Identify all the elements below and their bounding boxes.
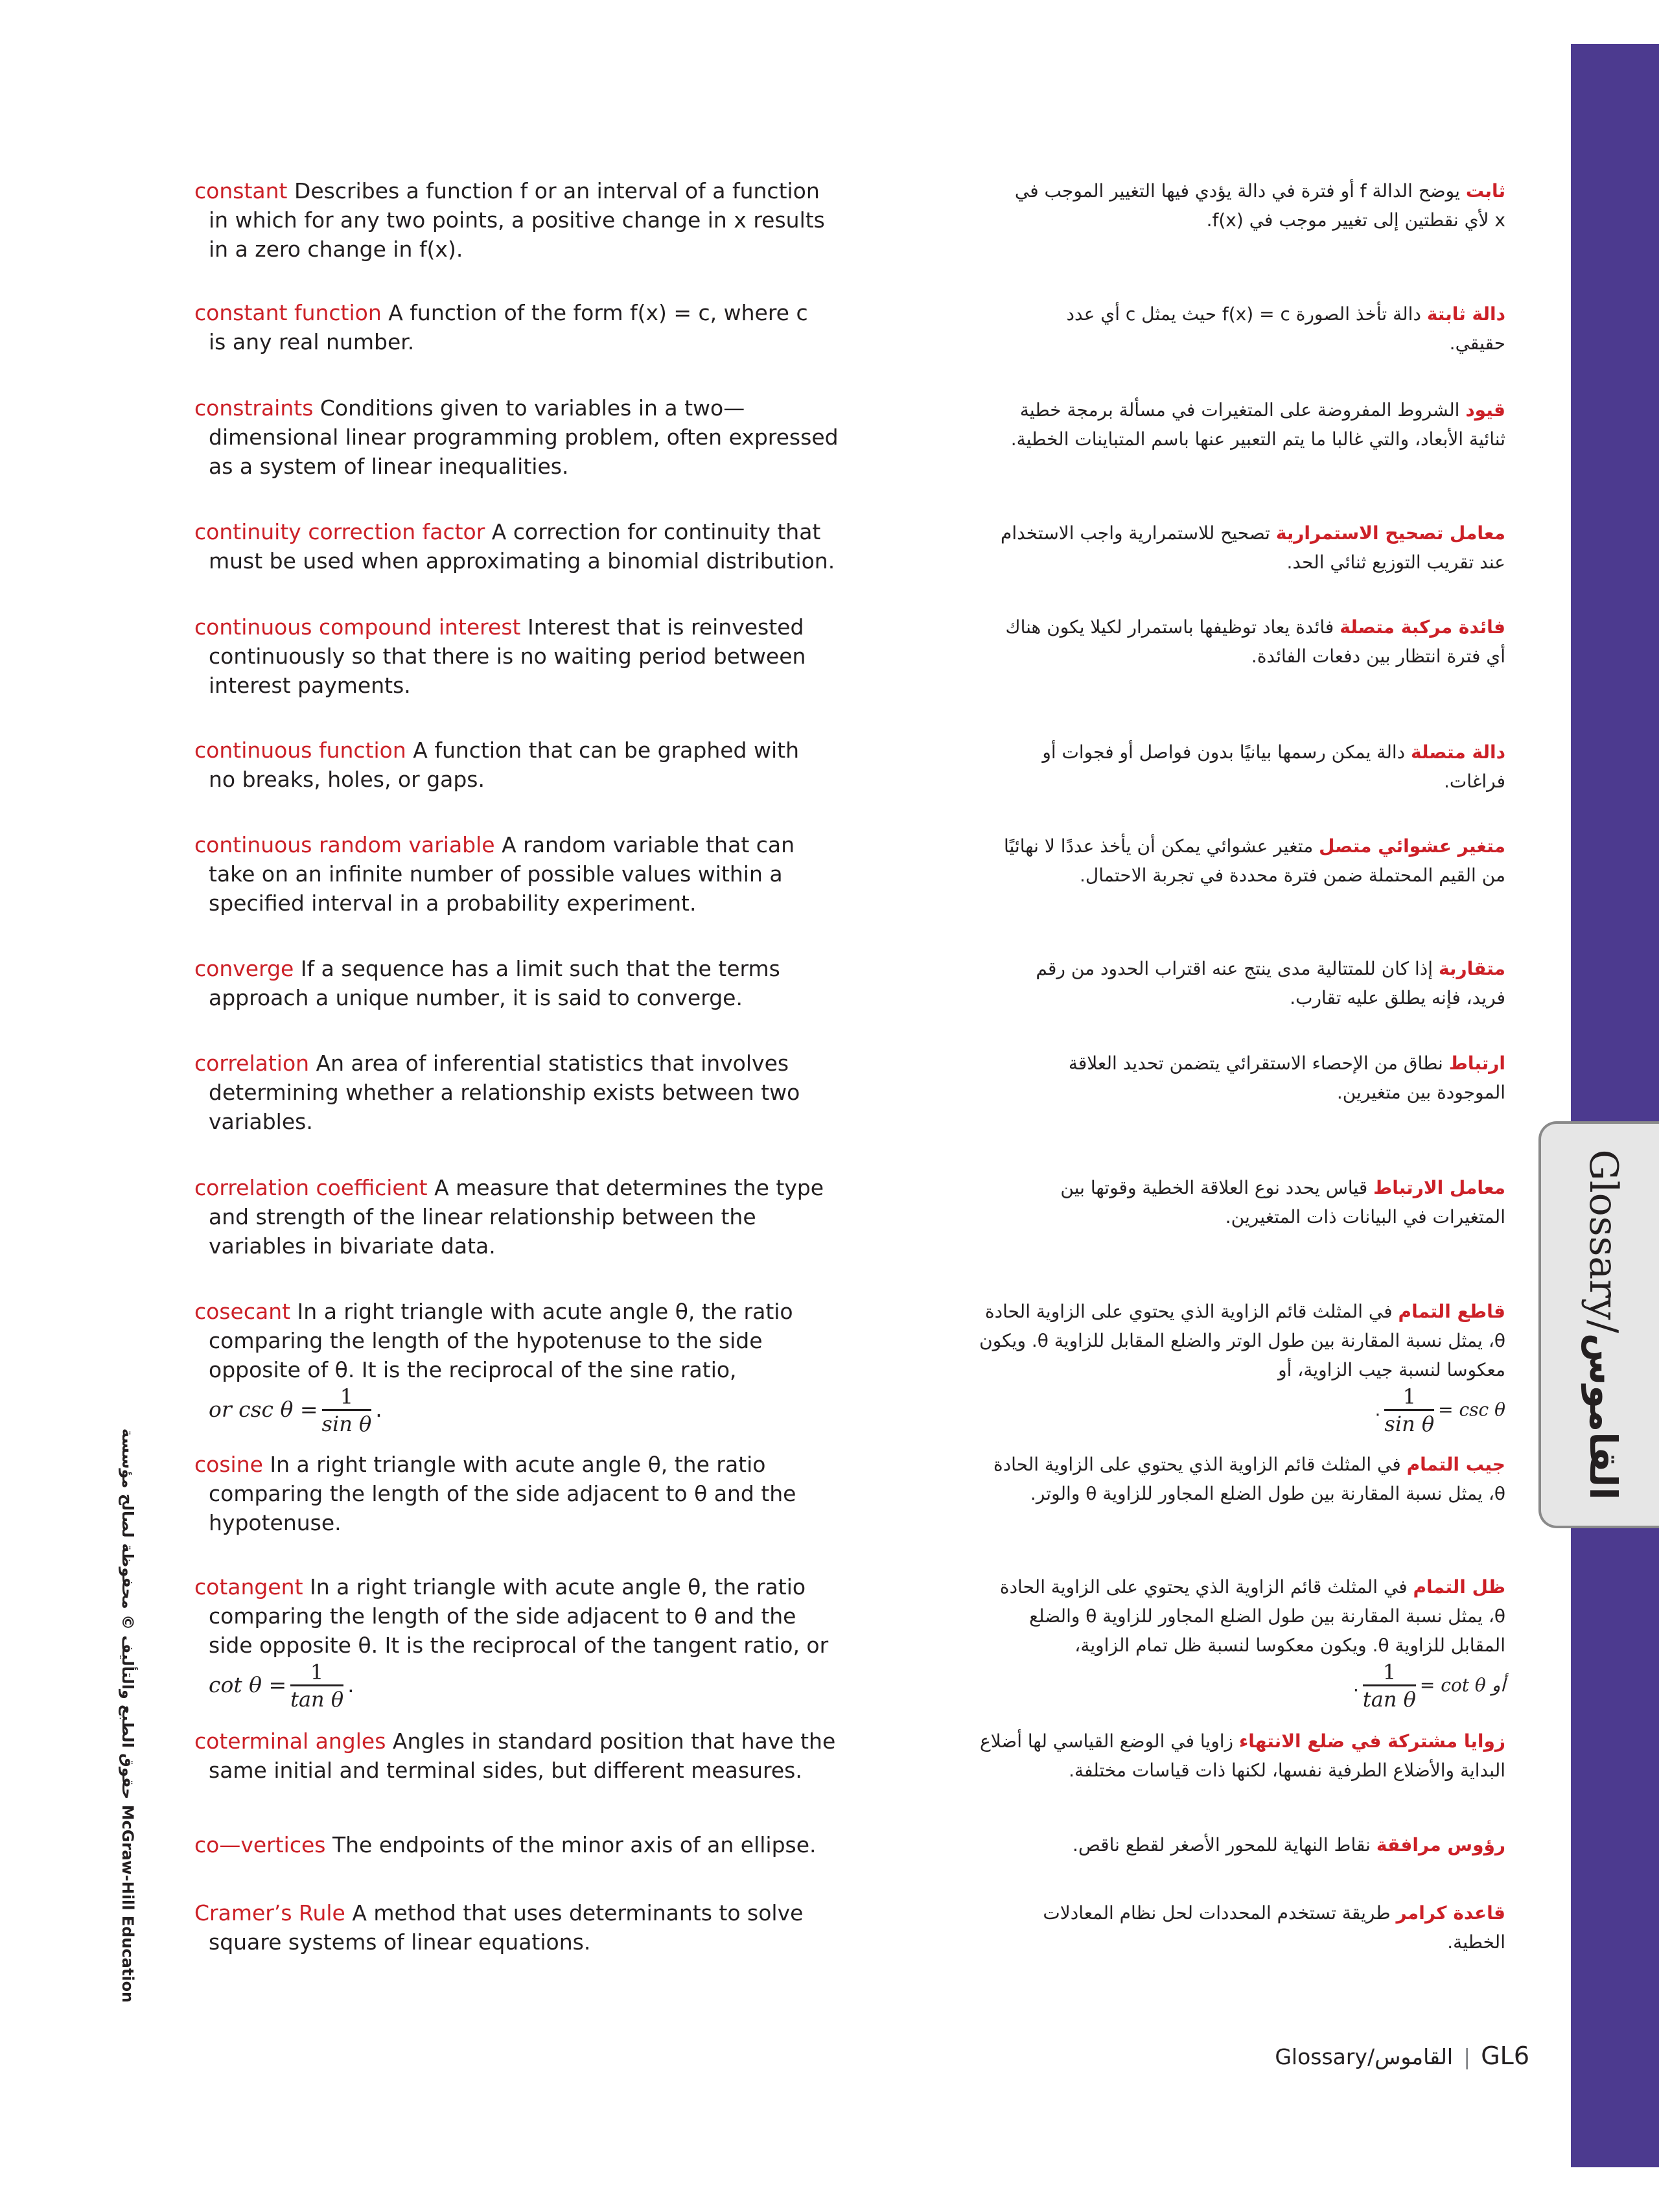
formula-line-ar xyxy=(890,1660,1505,1719)
definition-text: If a sequence has a limit such that the terms xyxy=(294,956,780,981)
glossary-term: correlation xyxy=(194,1051,310,1076)
entry-line-ar xyxy=(890,1479,1505,1508)
entry-line xyxy=(194,1049,855,1078)
definition-text-ar: يوضح الدالة f أو فترة في دالة يؤدي فيها التغيير الموجب في xyxy=(1014,180,1460,202)
glossary-entry-en xyxy=(194,830,855,918)
entry-line-ar xyxy=(890,954,1505,983)
definition-text-ar: نطاق من الإحصاء الاستقرائي يتضمن تحديد العلاقة xyxy=(1068,1053,1443,1074)
glossary-term-ar: قيود xyxy=(1465,399,1505,421)
definition-text-ar: عند تقريب التوزيع ثنائي الحد. xyxy=(1286,552,1505,573)
definition-text-ar: في المثلث قائم الزاوية الذي يحتوي على الزاوية الحادة xyxy=(999,1576,1408,1598)
fraction-denominator: tan θ xyxy=(1362,1687,1416,1712)
entry-line-ar xyxy=(890,1326,1505,1355)
glossary-term: cosine xyxy=(194,1452,263,1477)
glossary-entry-ar xyxy=(890,832,1505,890)
fraction xyxy=(1384,1384,1434,1437)
glossary-term: continuity correction factor xyxy=(194,519,485,544)
definition-text: comparing the length of the side adjacent to θ and the xyxy=(209,1603,796,1629)
entry-line xyxy=(194,1898,855,1927)
entry-line xyxy=(194,1297,855,1326)
definition-text: In a right triangle with acute angle θ, the ratio xyxy=(303,1574,806,1600)
definition-text-ar: x لأي نقطتين إلى تغيير موجب في f(x). xyxy=(1206,209,1505,231)
entry-line-ar xyxy=(890,1173,1505,1202)
definition-text-ar: في المثلث قائم الزاوية الذي يحتوي على الزاوية الحادة xyxy=(993,1454,1401,1475)
entry-line-ar xyxy=(890,1601,1505,1631)
glossary-term: cotangent xyxy=(194,1574,303,1600)
glossary-entry-en xyxy=(194,1049,855,1136)
definition-text: side opposite θ. It is the reciprocal of the tangent ratio, or xyxy=(209,1633,829,1658)
glossary-term-ar: ثابت xyxy=(1465,180,1505,202)
definition-text: approach a unique number, it is said to converge. xyxy=(209,985,743,1010)
entry-line xyxy=(194,327,855,356)
footer-label: Glossary/القاموس xyxy=(1275,2044,1454,2069)
definition-text-ar: دالة يمكن رسمها بيانيًا بدون فواصل أو فجوات أو xyxy=(1042,741,1406,763)
definition-text: In a right triangle with acute angle θ, the ratio xyxy=(262,1452,766,1477)
glossary-term: Cramer’s Rule xyxy=(194,1900,345,1926)
entry-line-ar xyxy=(890,1049,1505,1078)
glossary-term-ar: رؤوس مرافقة xyxy=(1376,1834,1505,1856)
entry-line-ar xyxy=(890,1756,1505,1785)
formula-suffix: . xyxy=(1352,1674,1359,1696)
formula-prefix: csc θ = xyxy=(1438,1399,1505,1421)
definition-text: A function of the form f(x) = c, where c xyxy=(381,300,808,325)
entry-line-ar xyxy=(890,738,1505,767)
definition-text-ar: طريقة تستخدم المحددات لحل نظام المعادلات xyxy=(1043,1902,1391,1924)
glossary-term-ar: دالة ثابتة xyxy=(1426,303,1505,325)
entry-line xyxy=(194,235,855,264)
definition-text-ar: البداية والأضلاع الطرفية نفسها، لكنها ذات قياسات مختلفة. xyxy=(1069,1760,1505,1781)
formula-prefix: أو cot θ = xyxy=(1419,1674,1505,1696)
entry-line xyxy=(194,736,855,765)
glossary-term-ar: جيب التمام xyxy=(1406,1454,1505,1475)
glossary-entry-en xyxy=(194,176,855,264)
entry-line-ar xyxy=(890,425,1505,454)
definition-text-ar: فراغات. xyxy=(1443,771,1505,792)
definition-text: specified interval in a probability experiment. xyxy=(209,891,697,916)
fraction-numerator: 1 xyxy=(290,1660,343,1686)
glossary-entry-ar xyxy=(890,1727,1505,1785)
definition-text: variables. xyxy=(209,1109,313,1134)
formula-line-ar xyxy=(890,1384,1505,1444)
definition-text: A correction for continuity that xyxy=(485,519,821,544)
definition-text: An area of inferential statistics that involves xyxy=(309,1051,789,1076)
entry-line-ar xyxy=(890,176,1505,205)
entry-line-ar xyxy=(890,548,1505,577)
definition-text-ar: المتغيرات في البيانات ذات المتغيرين. xyxy=(1225,1206,1505,1228)
glossary-entry-en xyxy=(194,1572,855,1712)
entry-line xyxy=(194,1927,855,1957)
glossary-entry-en xyxy=(194,954,855,1012)
glossary-term-ar: معامل تصحيح الاستمرارية xyxy=(1275,522,1505,544)
glossary-term: converge xyxy=(194,956,294,981)
copyright-notice xyxy=(119,1428,137,2003)
definition-text: A random variable that can xyxy=(494,832,795,857)
glossary-term-ar: فائدة مركبة متصلة xyxy=(1340,616,1505,638)
glossary-term-ar: دالة متصلة xyxy=(1411,741,1505,763)
glossary-term-ar: زوايا مشتركة في ضلع الانتهاء xyxy=(1238,1730,1505,1752)
page-number: GL6 xyxy=(1481,2042,1529,2070)
publisher-name: McGraw-Hill Education xyxy=(119,1804,137,2003)
glossary-entry-ar xyxy=(890,1297,1505,1444)
entry-line xyxy=(194,1450,855,1479)
definition-text-ar: المقابل للزاوية θ. ويكون معكوسا لنسبة ظل تمام الزاوية، xyxy=(1074,1635,1505,1656)
entry-line xyxy=(194,546,855,576)
side-color-bar xyxy=(1571,44,1659,2167)
glossary-entry-en xyxy=(194,517,855,576)
definition-text: A measure that determines the type xyxy=(427,1175,824,1200)
entry-line xyxy=(194,1107,855,1136)
definition-text: same initial and terminal sides, but different measures. xyxy=(209,1758,802,1783)
definition-text-ar: حقيقي. xyxy=(1449,332,1505,354)
entry-line xyxy=(194,954,855,983)
definition-text-ar: إذا كان للمتتالية مدى ينتج عنه اقتراب الحدود من رقم xyxy=(1036,958,1433,979)
entry-line xyxy=(194,1202,855,1231)
definition-text: in which for any two points, a positive change in x results xyxy=(209,207,825,233)
fraction xyxy=(290,1660,343,1712)
entry-line xyxy=(194,612,855,642)
glossary-entry-en xyxy=(194,736,855,794)
glossary-term: cosecant xyxy=(194,1299,291,1324)
definition-text: variables in bivariate data. xyxy=(209,1233,496,1259)
entry-line xyxy=(194,1830,855,1859)
entry-line xyxy=(194,765,855,794)
entry-line xyxy=(194,1631,855,1660)
glossary-term: coterminal angles xyxy=(194,1729,386,1754)
definition-text-ar: متغير عشوائي يمكن أن يأخذ عددًا لا نهائيًا xyxy=(1003,835,1314,857)
fraction xyxy=(322,1384,372,1437)
definition-text: interest payments. xyxy=(209,673,411,698)
glossary-entry-ar xyxy=(890,954,1505,1012)
entry-line xyxy=(194,642,855,671)
glossary-entry-ar xyxy=(890,176,1505,235)
fraction xyxy=(1363,1660,1416,1712)
definition-text: A function that can be graphed with xyxy=(406,738,799,763)
glossary-term: continuous compound interest xyxy=(194,614,521,640)
entry-line-ar xyxy=(890,1202,1505,1231)
entry-line xyxy=(194,1355,855,1384)
entry-line xyxy=(194,517,855,546)
definition-text: The endpoints of the minor axis of an ellipse. xyxy=(325,1832,817,1857)
glossary-term: constraints xyxy=(194,395,314,421)
glossary-term: continuous function xyxy=(194,738,406,763)
entry-line xyxy=(194,205,855,235)
entry-line-ar xyxy=(890,1927,1505,1957)
definition-text-ar: دالة تأخذ الصورة f(x) = c حيث يمثل c أي عدد xyxy=(1066,303,1421,325)
glossary-entry-ar xyxy=(890,299,1505,358)
entry-line-ar xyxy=(890,861,1505,890)
entry-line-ar xyxy=(890,832,1505,861)
glossary-entry-ar xyxy=(890,518,1505,577)
entry-line xyxy=(194,859,855,889)
entry-line xyxy=(194,671,855,700)
glossary-term-ar: قاعدة كرامر xyxy=(1396,1902,1505,1924)
definition-text-ar: θ، يمثل نسبة المقارنة بين طول الوتر والضلع المقابل للزاوية θ. ويكون xyxy=(979,1330,1505,1351)
entry-line xyxy=(194,1231,855,1261)
entry-line xyxy=(194,298,855,327)
formula-line xyxy=(194,1660,855,1712)
entry-line-ar xyxy=(890,1727,1505,1756)
glossary-tab-label[interactable]: Glossary/القاموس xyxy=(1581,1149,1626,1500)
definition-text-ar: θ، يمثل نسبة المقارنة بين طول الضلع المجاور للزاوية θ والضلع xyxy=(1029,1605,1505,1627)
glossary-entry-en xyxy=(194,1898,855,1957)
entry-line-ar xyxy=(890,1078,1505,1107)
entry-line xyxy=(194,889,855,918)
entry-line xyxy=(194,1727,855,1756)
definition-text: determining whether a relationship exists between two xyxy=(209,1080,800,1105)
entry-line-ar xyxy=(890,1355,1505,1384)
page-footer xyxy=(1275,2042,1529,2070)
fraction-denominator: tan θ xyxy=(290,1687,344,1712)
glossary-entry-en xyxy=(194,1297,855,1436)
entry-line xyxy=(194,1601,855,1631)
glossary-entry-ar xyxy=(890,612,1505,671)
definition-text-ar: الموجودة بين متغيرين. xyxy=(1336,1082,1505,1103)
definition-text-ar: قياس يحدد نوع العلاقة الخطية وقوتها بين xyxy=(1060,1177,1368,1198)
formula-line xyxy=(194,1384,855,1436)
definition-text: and strength of the linear relationship between the xyxy=(209,1204,756,1229)
entry-line-ar xyxy=(890,518,1505,548)
glossary-entry-ar xyxy=(890,1572,1505,1719)
copyright-arabic: حقوق الطبع والتأليف © محفوظة لصالح مؤسسة xyxy=(119,1428,137,1800)
definition-text-ar: في المثلث قائم الزاوية الذي يحتوي على الزاوية الحادة xyxy=(984,1301,1393,1322)
definition-text: Conditions given to variables in a two— xyxy=(313,395,745,421)
entry-line-ar xyxy=(890,1450,1505,1479)
formula-suffix: . xyxy=(1375,1399,1381,1421)
definition-text: in a zero change in f(x). xyxy=(209,237,463,262)
definition-text: comparing the length of the hypotenuse to the side xyxy=(209,1328,763,1353)
definition-text: square systems of linear equations. xyxy=(209,1929,591,1955)
entry-line xyxy=(194,983,855,1012)
glossary-term-ar: معامل الارتباط xyxy=(1373,1177,1505,1198)
fraction-numerator: 1 xyxy=(322,1384,372,1411)
entry-line xyxy=(194,452,855,481)
glossary-entry-ar xyxy=(890,1898,1505,1957)
glossary-entry-en xyxy=(194,1450,855,1537)
glossary-term-ar: متغير عشوائي متصل xyxy=(1319,835,1505,857)
definition-text-ar: ثنائية الأبعاد، والتي غالبا ما يتم التعبير عنها باسم المتباينات الخطية. xyxy=(1010,428,1505,450)
definition-text: In a right triangle with acute angle θ, the ratio xyxy=(290,1299,793,1324)
definition-text: must be used when approximating a binomial distribution. xyxy=(209,548,835,574)
entry-line-ar xyxy=(890,329,1505,358)
glossary-term-ar: قاطع التمام xyxy=(1398,1301,1505,1322)
definition-text-ar: فائدة يعاد توظيفها باستمرار لكيلا يكون هناك xyxy=(1005,616,1334,638)
glossary-term: co—vertices xyxy=(194,1832,326,1857)
entry-line xyxy=(194,1173,855,1202)
glossary-entry-ar xyxy=(890,1830,1505,1859)
glossary-entry-ar xyxy=(890,738,1505,796)
definition-text: is any real number. xyxy=(209,329,415,355)
definition-text: Describes a function f or an interval of a function xyxy=(287,178,820,204)
glossary-entry-ar xyxy=(890,1049,1505,1107)
glossary-term-ar: متقاربة xyxy=(1438,958,1505,979)
fraction-numerator: 1 xyxy=(1363,1660,1416,1686)
entry-line-ar xyxy=(890,767,1505,796)
glossary-term: continuous random variable xyxy=(194,832,495,857)
definition-text: no breaks, holes, or gaps. xyxy=(209,767,485,792)
entry-line xyxy=(194,1326,855,1355)
formula-suffix: . xyxy=(375,1397,382,1422)
glossary-entry-en xyxy=(194,393,855,481)
entry-line-ar xyxy=(890,395,1505,425)
definition-text-ar: الشروط المفروضة على المتغيرات في مسألة برمجة خطية xyxy=(1019,399,1460,421)
entry-line xyxy=(194,1479,855,1508)
glossary-entry-en xyxy=(194,612,855,700)
fraction-numerator: 1 xyxy=(1384,1384,1434,1411)
fraction-denominator: sin θ xyxy=(1384,1412,1435,1436)
formula-prefix: or csc θ = xyxy=(209,1397,318,1422)
entry-line-ar xyxy=(890,1297,1505,1326)
entry-line-ar xyxy=(890,1631,1505,1660)
definition-text-ar: زاويا في الوضع القياسي لها أضلاع xyxy=(980,1730,1234,1752)
definition-text: comparing the length of the side adjacent to θ and the xyxy=(209,1481,796,1506)
definition-text: continuously so that there is no waiting period between xyxy=(209,644,806,669)
definition-text-ar: من القيم المحتملة ضمن فترة محددة في تجربة الاحتمال. xyxy=(1079,865,1505,886)
entry-line xyxy=(194,176,855,205)
entry-line xyxy=(194,1572,855,1601)
entry-line-ar xyxy=(890,1572,1505,1601)
formula-prefix: cot θ = xyxy=(209,1672,287,1697)
entry-line xyxy=(194,830,855,859)
entry-line xyxy=(194,1078,855,1107)
footer-separator: | xyxy=(1463,2044,1471,2069)
glossary-term: correlation coefficient xyxy=(194,1175,428,1200)
definition-text-ar: أي فترة انتظار بين دفعات الفائدة. xyxy=(1251,646,1505,667)
glossary-entry-ar xyxy=(890,395,1505,454)
definition-text-ar: فريد، فإنه يطلق عليه تقارب. xyxy=(1290,987,1505,1008)
fraction-denominator: sin θ xyxy=(321,1412,372,1436)
definition-text-ar: الخطية. xyxy=(1447,1931,1505,1953)
glossary-term-ar: ظل التمام xyxy=(1413,1576,1505,1598)
entry-line-ar xyxy=(890,1898,1505,1927)
definition-text-ar: تصحيح للاستمرارية واجب الاستخدام xyxy=(1000,522,1270,544)
entry-line-ar xyxy=(890,1830,1505,1859)
glossary-entry-en xyxy=(194,1830,855,1859)
entry-line xyxy=(194,393,855,423)
entry-line-ar xyxy=(890,205,1505,235)
entry-line xyxy=(194,1756,855,1785)
definition-text-ar: معكوسا لنسبة جيب الزاوية، أو xyxy=(1278,1359,1505,1380)
glossary-term: constant xyxy=(194,178,288,204)
definition-text: A method that uses determinants to solve xyxy=(345,1900,804,1926)
formula-suffix: . xyxy=(347,1672,354,1697)
glossary-entry-en xyxy=(194,1727,855,1785)
definition-text: Angles in standard position that have the xyxy=(386,1729,836,1754)
glossary-entry-en xyxy=(194,1173,855,1261)
entry-line-ar xyxy=(890,983,1505,1012)
entry-line-ar xyxy=(890,642,1505,671)
glossary-term-ar: ارتباط xyxy=(1448,1053,1505,1074)
definition-text: take on an infinite number of possible values within a xyxy=(209,861,783,887)
entry-line xyxy=(194,1508,855,1537)
definition-text: as a system of linear inequalities. xyxy=(209,454,569,479)
glossary-entry-ar xyxy=(890,1450,1505,1508)
glossary-entry-en xyxy=(194,298,855,356)
entry-line-ar xyxy=(890,612,1505,642)
definition-text: Interest that is reinvested xyxy=(520,614,804,640)
definition-text: hypotenuse. xyxy=(209,1510,342,1535)
entry-line xyxy=(194,423,855,452)
glossary-term: constant function xyxy=(194,300,382,325)
definition-text-ar: θ، يمثل نسبة المقارنة بين طول الضلع المجاور للزاوية θ والوتر. xyxy=(1030,1483,1505,1504)
entry-line-ar xyxy=(890,299,1505,329)
definition-text-ar: نقاط النهاية للمحور الأصغر لقطع ناقص. xyxy=(1073,1834,1371,1856)
definition-text: dimensional linear programming problem, often expressed xyxy=(209,425,839,450)
definition-text: opposite of θ. It is the reciprocal of the sine ratio, xyxy=(209,1357,737,1382)
glossary-entry-ar xyxy=(890,1173,1505,1231)
